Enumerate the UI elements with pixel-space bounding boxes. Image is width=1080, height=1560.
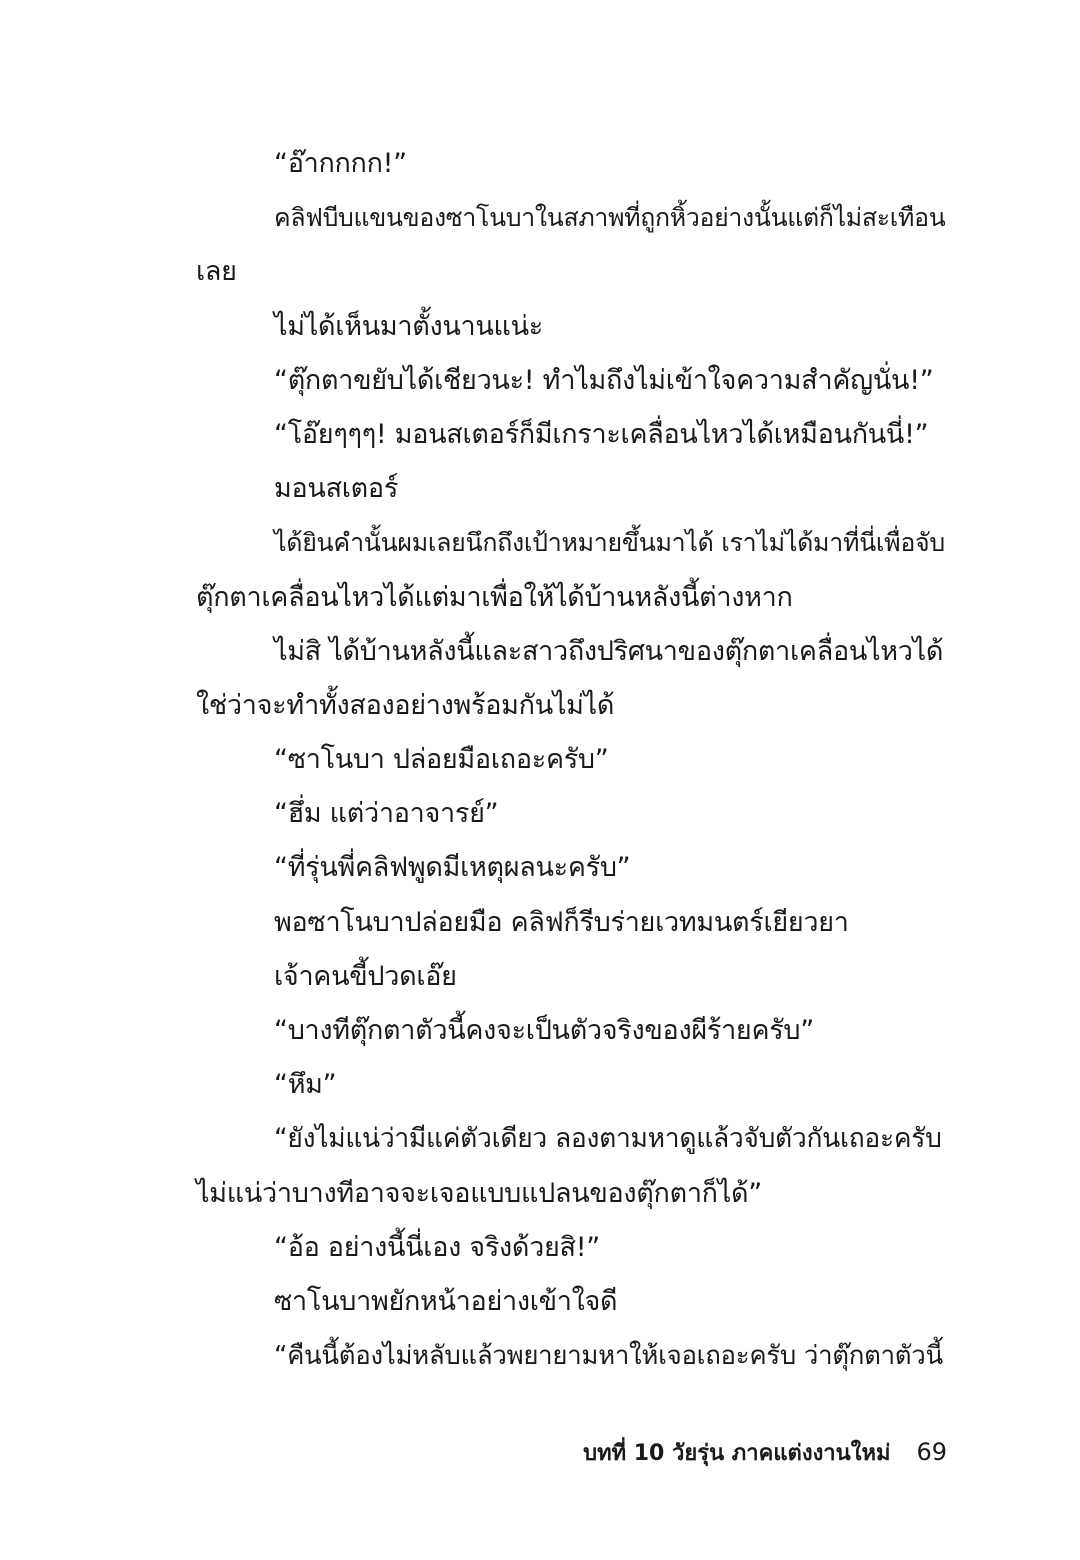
- text-line: ใช่ว่าจะทำทั้งสองอย่างพร้อมกันไม่ได้: [196, 689, 615, 721]
- text-line: มอนสเตอร์: [274, 473, 399, 505]
- chapter-title: บทที่ 10 วัยรุ่น ภาคแต่งงานใหม่: [583, 1441, 891, 1466]
- text-line: ตุ๊กตาเคลื่อนไหวได้แต่มาเพื่อให้ได้บ้านหลังนี้ต่างหาก: [196, 581, 793, 613]
- text-line: “ฮึ่ม แต่ว่าอาจารย์”: [274, 798, 499, 830]
- text-line: ไม่สิ ได้บ้านหลังนี้และสาวถึงปริศนาของตุ๊กตาเคลื่อนไหวได้: [274, 635, 944, 667]
- text-line: “อ๊ากกกก!”: [274, 148, 407, 179]
- text-line: เจ้าคนขี้ปวดเอ๊ย: [274, 960, 457, 992]
- page-number: 69: [916, 1438, 947, 1466]
- text-line: ไม่ได้เห็นมาตั้งนานแน่ะ: [274, 310, 543, 342]
- text-line: “คืนนี้ต้องไม่หลับแล้วพยายามหาให้เจอเถอะครับ ว่าตุ๊กตาตัวนี้: [274, 1341, 943, 1372]
- text-line: “ยังไม่แน่ว่ามีแค่ตัวเดียว ลองตามหาดูแล้วจับตัวกันเถอะครับ: [274, 1123, 942, 1155]
- body-text: [196, 137, 948, 1383]
- text-line: คลิฟบีบแขนของซาโนบาในสภาพที่ถูกหิ้วอย่างนั้นแต่ก็ไม่สะเทือน: [274, 203, 946, 233]
- text-line: ได้ยินคำนั้นผมเลยนึกถึงเป้าหมายขึ้นมาได้ เราไม่ได้มาที่นี่เพื่อจับ: [274, 528, 945, 558]
- text-line: “หึม”: [274, 1069, 337, 1101]
- text-line: “บางทีตุ๊กตาตัวนี้คงจะเป็นตัวจริงของผีร้ายครับ”: [274, 1015, 814, 1046]
- text-line: พอซาโนบาปล่อยมือ คลิฟก็รีบร่ายเวทมนตร์เยียวยา: [274, 906, 849, 938]
- page-footer: [583, 1432, 947, 1472]
- text-line: ไม่แน่ว่าบางทีอาจจะเจอแบบแปลนของตุ๊กตาก็ได้”: [196, 1177, 762, 1209]
- text-line: เลย: [196, 256, 237, 288]
- text-line: “ตุ๊กตาขยับได้เชียวนะ! ทำไมถึงไม่เข้าใจความสำคัญนั่น!”: [274, 364, 934, 396]
- text-line: “อ้อ อย่างนี้นี่เอง จริงด้วยสิ!”: [274, 1231, 600, 1263]
- text-line: “ซาโนบา ปล่อยมือเถอะครับ”: [274, 744, 609, 776]
- text-line: “ที่รุ่นพี่คลิฟพูดมีเหตุผลนะครับ”: [274, 852, 631, 884]
- text-line: ซาโนบาพยักหน้าอย่างเข้าใจดี: [274, 1285, 618, 1317]
- text-line: “โอ๊ยๆๆๆ! มอนสเตอร์ก็มีเกราะเคลื่อนไหวได้เหมือนกันนี่!”: [274, 418, 929, 450]
